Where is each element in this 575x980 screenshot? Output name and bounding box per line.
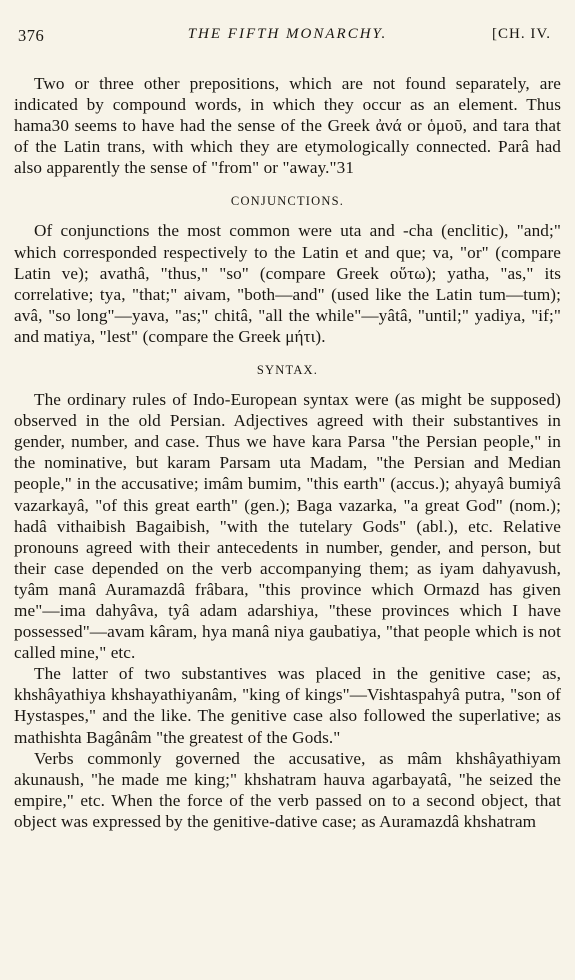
running-head [14, 26, 561, 48]
paragraph-syntax-agreement: The ordinary rules of Indo-European syntax were (as might be supposed) observed in the old Persian. Adjectives agreed with their substantives in gender, number, and case. Thus we have kara Parsa "the Persian people," in the nominative, but karam Parsam uta Madam, "the Persian and Median people," in the accusative; imâm bumim, "this earth" (accus.); ahyayâ bumiyâ vazarkayâ, "of this great earth" (gen.); Baga vazarka, "a great God" (nom.); hadâ vithaibish Bagaibish, "with the tutelary Gods" (abl.), etc. Relative pronouns agreed with their antecedents in number, gender, and person, but their case depended on the verb accompanying them; as iyam dahyavush, tyâm manâ Auramazdâ frâbara, "this province which Ormazd has given me"—ima dahyâva, tyâ adam adarshiya, "these provinces which I have possessed"—avam kâram, hya manâ niya gaubatiya, "that people which is not called mine," etc. [14, 390, 561, 663]
heading-conjunctions: CONJUNCTIONS. [230, 194, 345, 209]
heading-syntax: SYNTAX. [256, 363, 319, 378]
paragraph-syntax-genitive: The latter of two substantives was placed in the genitive case; as, khshâyathiya khshayathiyanâm, "king of kings"—Vishtaspahyâ putra, "son of Hystaspes," and the like. The genitive case also followed the superlative; as mathishta Bagânâm "the greatest of the Gods." [14, 664, 561, 747]
chapter-label: [CH. IV. [492, 26, 551, 42]
page-number: 376 [18, 26, 45, 45]
paragraph-conjunctions: Of conjunctions the most common were uta and -cha (enclitic), "and;" which corresponded respectively to the Latin et and que; va, "or" (compare Latin ve); avathâ, "thus," "so" (compare Greek οὕτω); yatha, "as," its correlative; tya, "that;" aivam, "both—and" (used like the Latin tum—tum); avâ, "so long"—yava, "as;" chitâ, "all the while"—yâtâ, "until;" yadiya, "if;" and matiya, "lest" (compare the Greek μήτι). [14, 221, 561, 346]
paragraph-prepositions: Two or three other prepositions, which are not found separately, are indicated by compound words, in which they occur as an element. Thus hama30 seems to have had the sense of the Greek ἀνά or ὁμοῦ, and tara that of the Latin trans, with which they are etymologically connected. Parâ had also apparently the sense of "from" or "away."31 [14, 74, 561, 178]
paragraph-syntax-verbs: Verbs commonly governed the accusative, as mâm khshâyathiyam akunaush, "he made me king;" khshatram hauva agarbayatâ, "he seized the empire," etc. When the force of the verb passed on to a second object, that object was expressed by the genitive-dative case; as Auramazdâ khshatram [14, 748, 561, 831]
running-title: THE FIFTH MONARCHY. [187, 26, 388, 42]
